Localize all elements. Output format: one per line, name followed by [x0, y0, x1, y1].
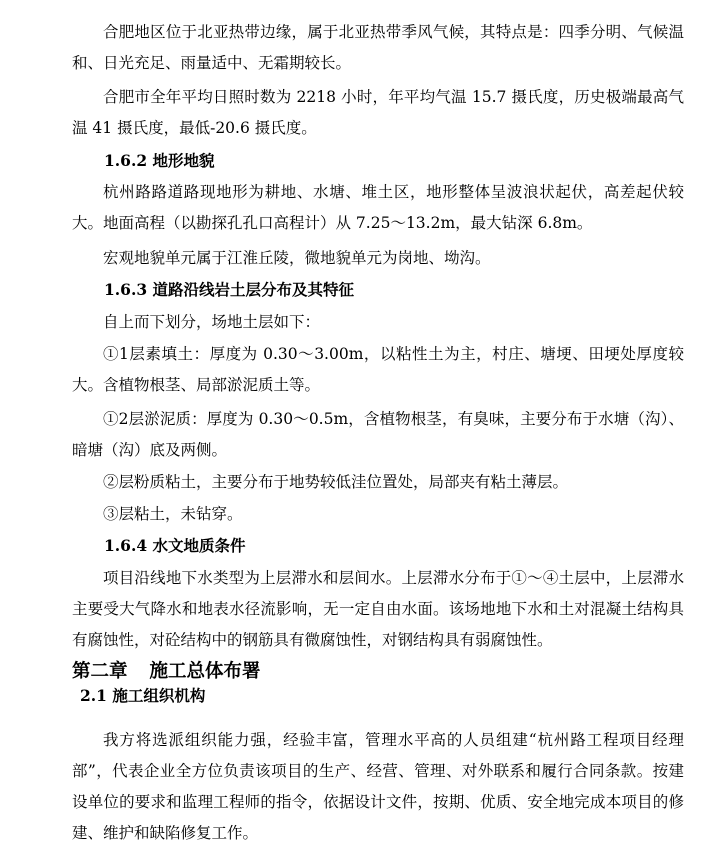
- chapter-heading: [72, 659, 261, 685]
- paragraph-organization: 我方将选派组织能力强，经验丰富，管理水平高的人员组建“杭州路工程项目经理部”，代表企业全方位负责该项目的生产、经营、管理、对外联系和履行合同条款。按建设单位的要求和监理工程师的指令，依据设计文件，按期、优质、安全地完成本项目的修建、维护和缺陷修复工作。: [72, 731, 684, 842]
- heading-1-6-4: 1.6.4 水文地质条件: [104, 536, 246, 555]
- paragraph-climate-1: 合肥地区位于北亚热带边缘，属于北亚热带季风气候，其特点是：四季分明、气候温和、日光充足、雨量适中、无霜期较长。: [72, 23, 684, 72]
- heading-1-6-2: 1.6.2 地形地貌: [104, 151, 215, 170]
- chapter-number: 第二章: [72, 661, 128, 682]
- paragraph-hydrogeology: 项目沿线地下水类型为上层滞水和层间水。上层滞水分布于①～④土层中，上层滞水主要受大气降水和地表水径流影响，无一定自由水面。该场地地下水和土对混凝土结构具有腐蚀性，对砼结构中的钢筋具有微腐蚀性，对钢结构具有弱腐蚀性。: [72, 569, 684, 649]
- paragraph-terrain-1: 杭州路路道路现地形为耕地、水塘、堆土区，地形整体呈波浪状起伏，高差起伏较大。地面高程（以勘探孔孔口高程计）从 7.25～13.2m，最大钻深 6.8m。: [72, 183, 684, 232]
- heading-1-6-3: 1.6.3 道路沿线岩土层分布及其特征: [104, 280, 355, 299]
- paragraph-climate-2: 合肥市全年平均日照时数为 2218 小时，年平均气温 15.7 摄氏度，历史极端最高气温 41 摄氏度，最低-20.6 摄氏度。: [72, 88, 684, 137]
- heading-2-1: 2.1 施工组织机构: [80, 686, 206, 705]
- chapter-title: 施工总体布署: [149, 661, 261, 682]
- paragraph-soil-intro: 自上而下划分，场地土层如下：: [103, 313, 321, 331]
- paragraph-soil-2: ①2层淤泥质：厚度为 0.30～0.5m，含植物根茎，有臭味，主要分布于水塘（沟）、暗塘（沟）底及两侧。: [72, 410, 684, 459]
- paragraph-terrain-2: 宏观地貌单元属于江淮丘陵，微地貌单元为岗地、坳沟。: [103, 249, 491, 267]
- paragraph-soil-4: ③层粘土，未钻穿。: [103, 505, 243, 523]
- paragraph-soil-1: ①1层素填土：厚度为 0.30～3.00m，以粘性土为主，村庄、塘埂、田埂处厚度较大。含植物根茎、局部淤泥质土等。: [72, 345, 684, 394]
- paragraph-soil-3: ②层粉质粘土，主要分布于地势较低洼位置处，局部夹有粘土薄层。: [103, 473, 569, 491]
